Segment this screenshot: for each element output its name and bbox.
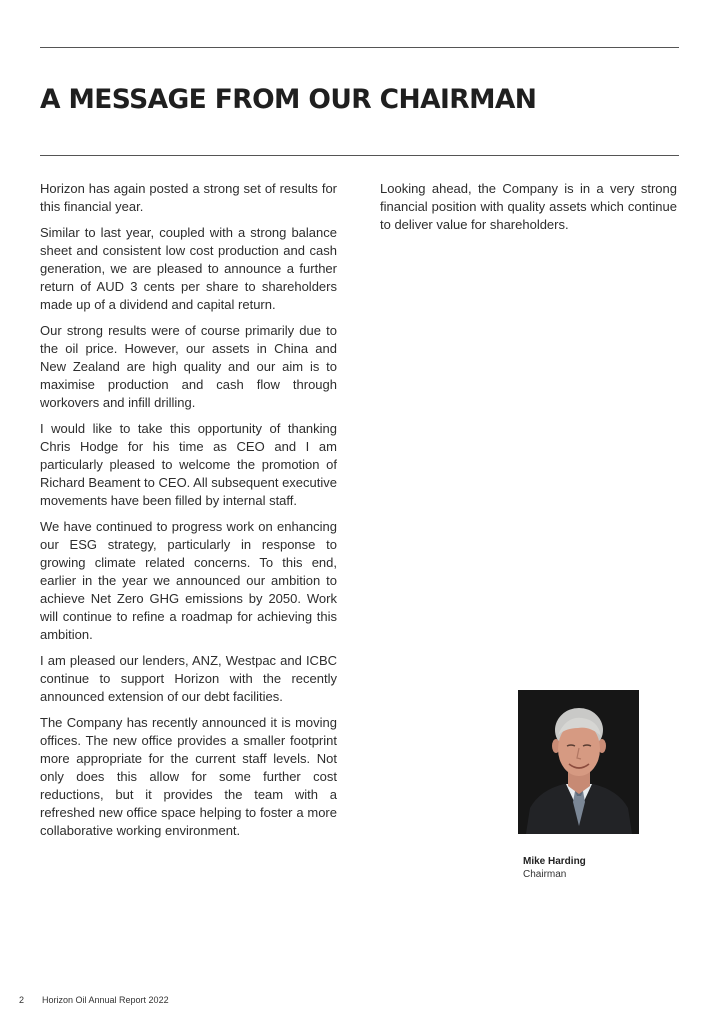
- top-divider: [40, 47, 679, 48]
- portrait-caption-name: Mike Harding: [523, 856, 586, 867]
- right-column: [380, 180, 677, 242]
- paragraph: We have continued to progress work on enhancing our ESG strategy, particularly in response to growing climate related concerns. To this end, earlier in the year we announced our ambition to achieve Net Zero GHG emissions by 2050. Work will continue to refine a roadmap for achieving this ambition.: [40, 519, 337, 642]
- paragraph: Our strong results were of course primarily due to the oil price. However, our assets in China and New Zealand are high quality and our aim is to maximise production and cash flow through workovers and infill drilling.: [40, 323, 337, 410]
- paragraph: Horizon has again posted a strong set of results for this financial year.: [40, 181, 337, 214]
- paragraph: The Company has recently announced it is moving offices. The new office provides a smaller footprint more appropriate for the current staff levels. Not only does this allow for some further cost reductions, but it provides the team with a refreshed new office space helping to foster a more collaborative working environment.: [40, 715, 337, 838]
- chairman-portrait: [518, 690, 639, 834]
- page-number: 2: [19, 995, 25, 1005]
- portrait-caption-role: Chairman: [523, 869, 567, 880]
- page-title: A MESSAGE FROM OUR CHAIRMAN: [40, 84, 537, 115]
- paragraph: Similar to last year, coupled with a strong balance sheet and consistent low cost production and cash generation, we are pleased to announce a further return of AUD 3 cents per share to shareholders made up of a dividend and capital return.: [40, 225, 337, 312]
- paragraph: I would like to take this opportunity of thanking Chris Hodge for his time as CEO and I am particularly pleased to welcome the promotion of Richard Beament to CEO. All subsequent executive movements have been filled by internal staff.: [40, 421, 337, 508]
- paragraph: Looking ahead, the Company is in a very strong financial position with quality assets which continue to deliver value for shareholders.: [380, 181, 677, 232]
- paragraph: I am pleased our lenders, ANZ, Westpac and ICBC continue to support Horizon with the recently announced extension of our debt facilities.: [40, 653, 337, 704]
- left-column: [40, 180, 337, 848]
- title-divider: [40, 155, 679, 156]
- footer-document-title: Horizon Oil Annual Report 2022: [42, 995, 169, 1005]
